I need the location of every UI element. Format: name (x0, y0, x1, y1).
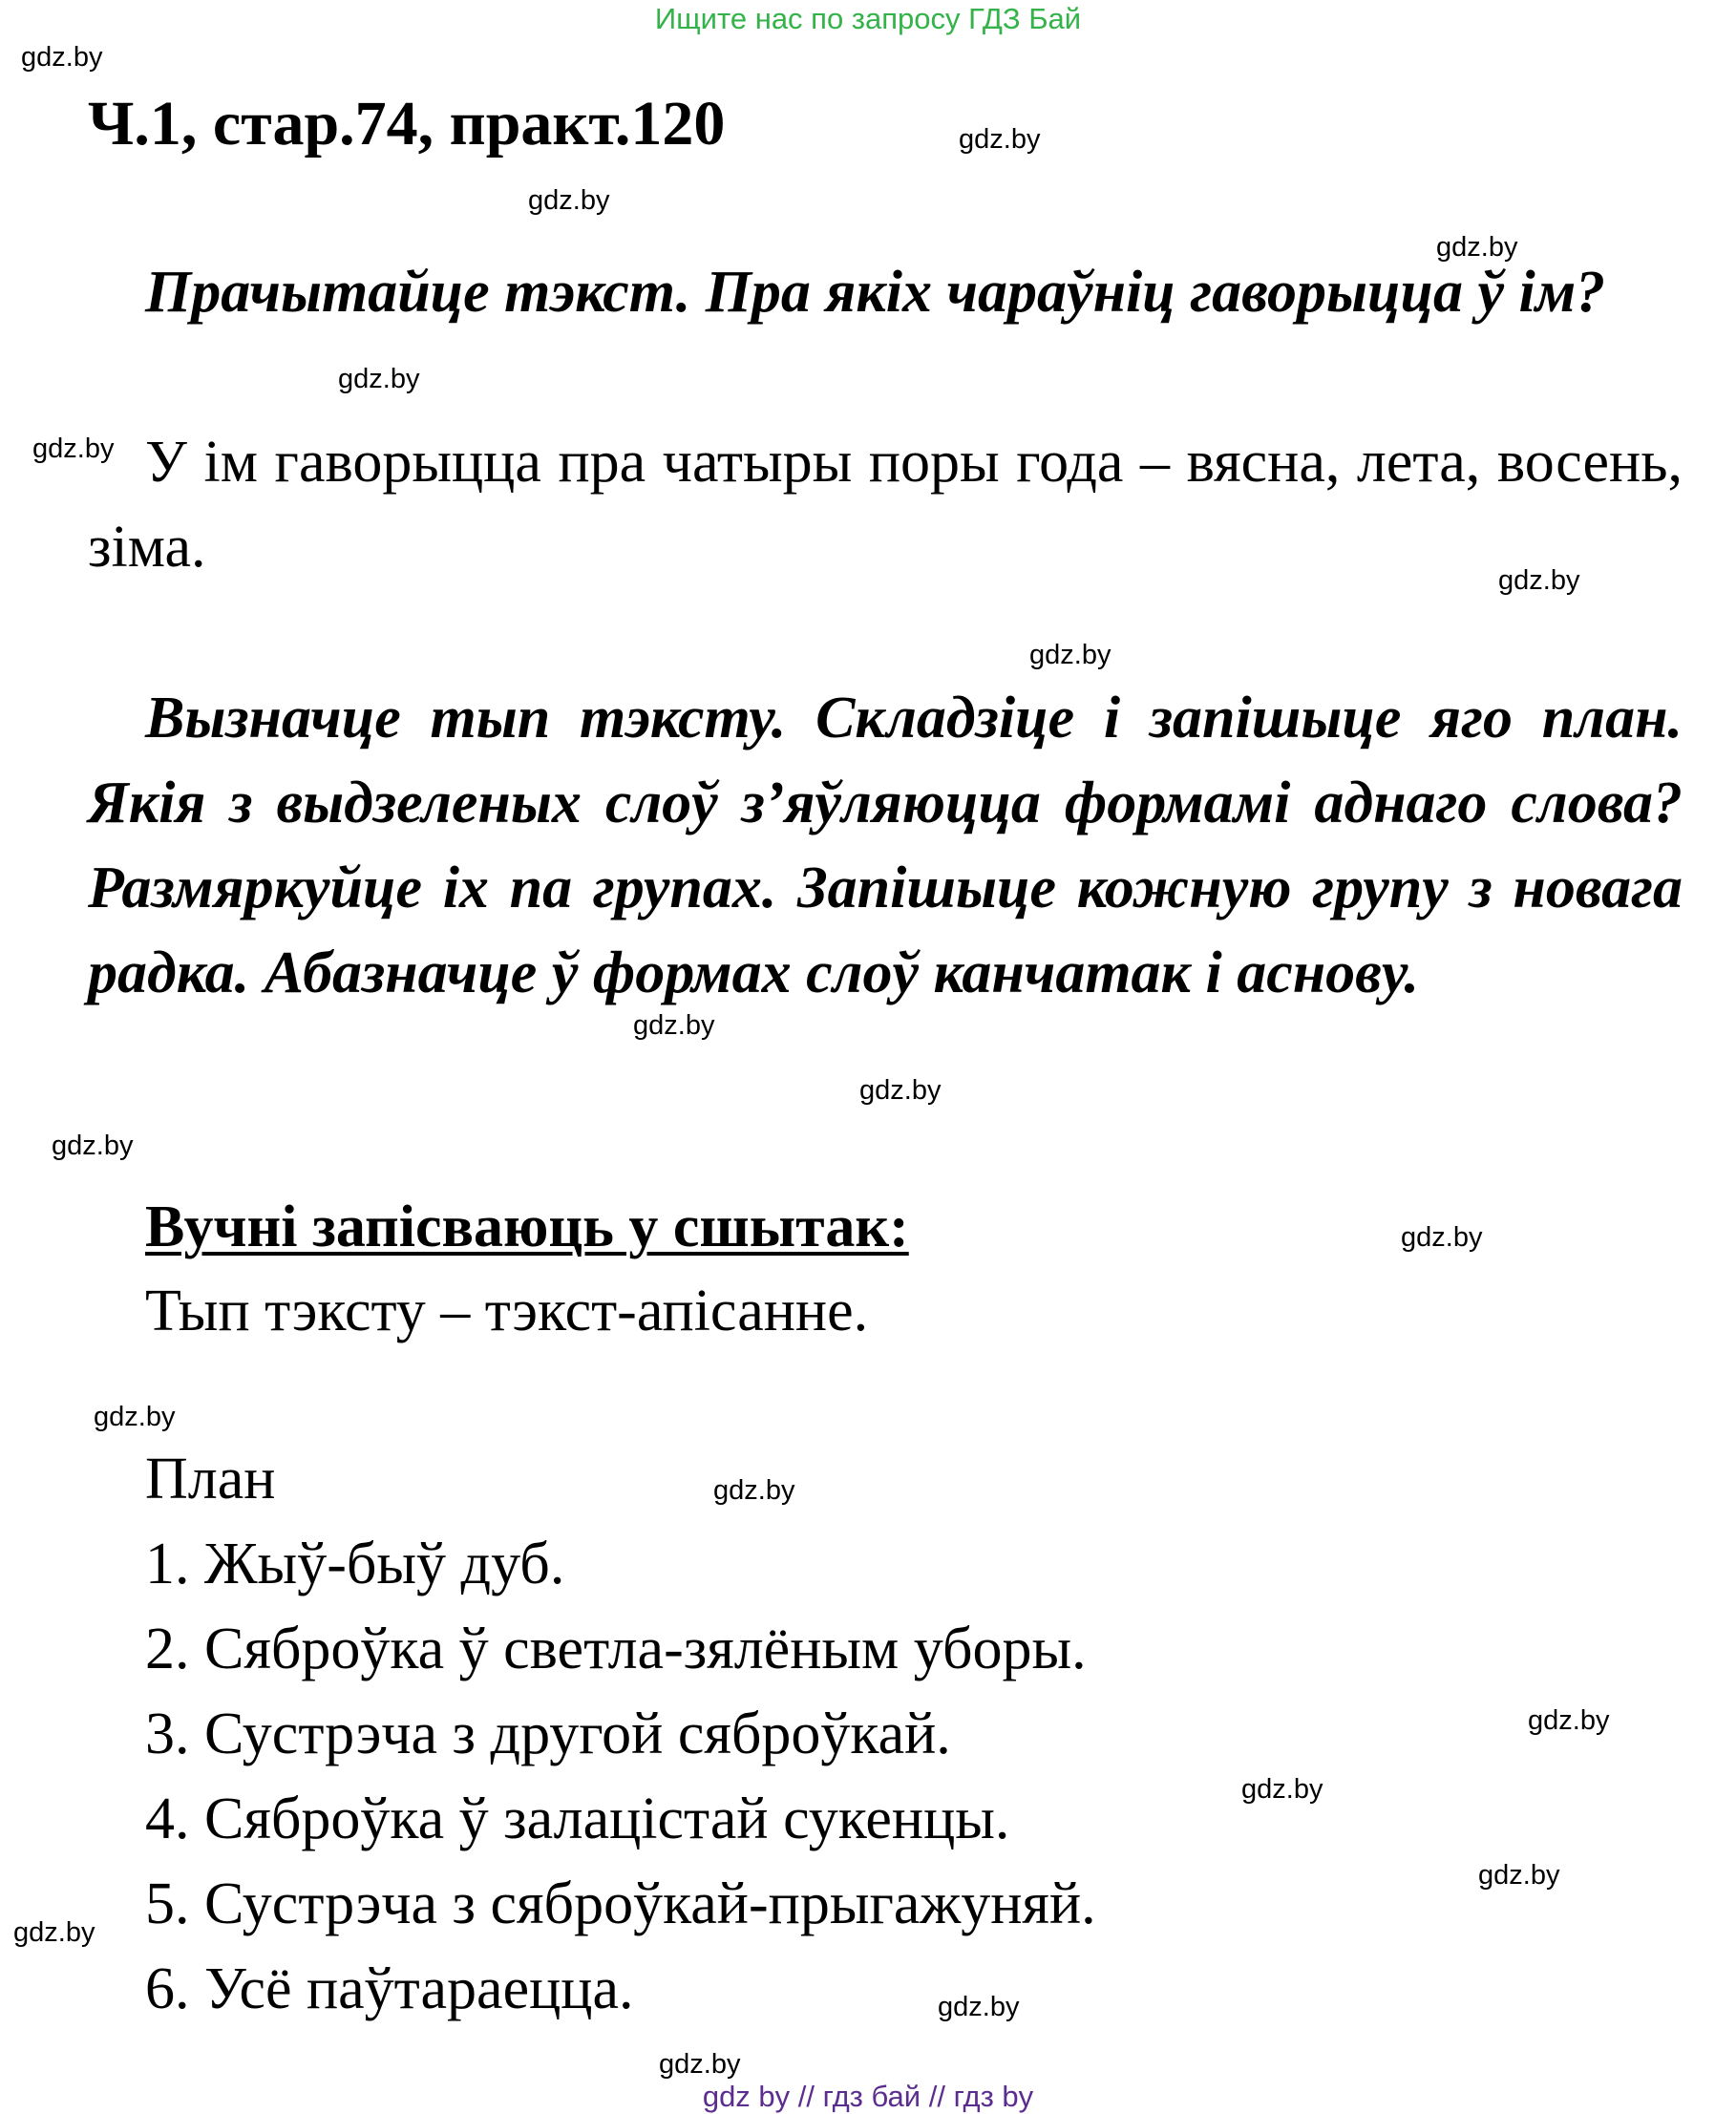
footer-link-gdz-by-cyr[interactable]: гдз by (953, 2080, 1034, 2113)
footer-separator: // (797, 2080, 815, 2113)
watermark: gdz.by (21, 42, 103, 73)
text-type: Тып тэксту – тэкст-апісанне. (145, 1279, 869, 1343)
watermark: gdz.by (859, 1075, 942, 1106)
plan-item: 3. Сустрэча з другой сяброўкай. (145, 1702, 951, 1766)
plan-item: 4. Сяброўка ў залацістай сукенцы. (145, 1786, 1010, 1851)
watermark: gdz.by (959, 124, 1041, 155)
footer-links (0, 2080, 1736, 2114)
notebook-heading: Вучні запісваюць у сшытак: (145, 1194, 909, 1259)
watermark: gdz.by (32, 433, 115, 464)
footer-link-gdz-by[interactable]: gdz by (702, 2080, 791, 2113)
plan-item: 5. Сустрэча з сяброўкай-прыгажуняй. (145, 1871, 1096, 1936)
watermark: gdz.by (1528, 1705, 1610, 1736)
watermark: gdz.by (1241, 1774, 1323, 1805)
watermark: gdz.by (338, 364, 420, 394)
watermark: gdz.by (94, 1402, 176, 1432)
watermark: gdz.by (938, 1992, 1020, 2022)
page-title: Ч.1, стар.74, практ.120 (88, 89, 726, 159)
task-question: Прачытайце тэкст. Пра якіх чараўніц гаворыцца ў ім? (145, 260, 1606, 325)
watermark: gdz.by (52, 1131, 134, 1161)
footer-separator: // (928, 2080, 945, 2113)
watermark: gdz.by (13, 1917, 95, 1948)
watermark: gdz.by (1401, 1222, 1483, 1253)
plan-title: План (145, 1447, 276, 1512)
watermark: gdz.by (1478, 1860, 1560, 1891)
plan-item: 2. Сяброўка ў светла-зялёным уборы. (145, 1617, 1087, 1681)
watermark: gdz.by (713, 1475, 795, 1506)
answer-text: У ім гаворыцца пра чатыры поры года – вясна, лета, восень, зіма. (88, 430, 1683, 580)
task-instructions: Вызначце тып тэксту. Складзіце і запішыце яго план. Якія з выдзеленых слоў з’яўляюцца формамі аднаго слова? Размяркуйце іх па групах. Запішыце кожную групу з новага радка. Абазначце ў формах слоў канчатак і аснову. (88, 686, 1683, 1005)
top-banner: Ищите нас по запросу ГДЗ Бай (654, 2, 1082, 35)
plan-item: 6. Усё паўтараецца. (145, 1956, 634, 2021)
watermark: gdz.by (528, 185, 610, 216)
watermark: gdz.by (1029, 640, 1111, 670)
watermark: gdz.by (633, 1010, 715, 1041)
watermark: gdz.by (1498, 565, 1580, 596)
footer-link-gdz-bai[interactable]: гдз бай (822, 2080, 921, 2113)
plan-item: 1. Жыў-быў дуб. (145, 1532, 565, 1596)
watermark: gdz.by (659, 2049, 741, 2080)
watermark: gdz.by (1436, 232, 1518, 263)
